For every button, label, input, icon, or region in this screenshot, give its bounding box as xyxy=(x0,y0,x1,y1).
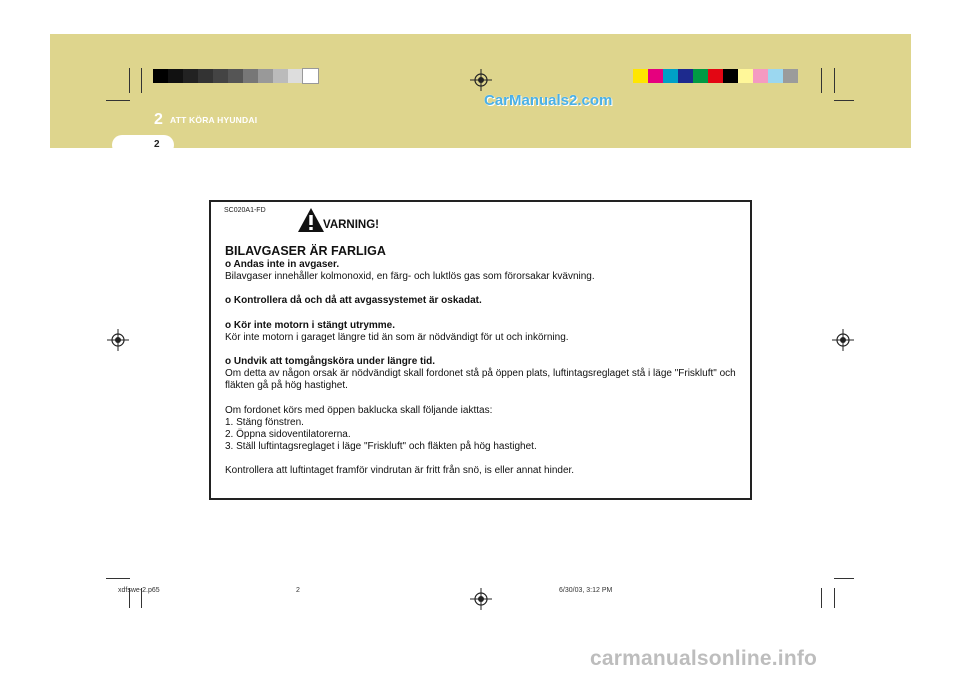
chapter-number: 2 xyxy=(154,111,163,128)
item-text: Bilavgaser innehåller kolmonoxid, en färg- och luktlös gas som förorsakar kvävning. xyxy=(225,271,595,283)
footer-file-name: xdfswe-2.p65 xyxy=(118,587,160,594)
color-swatch xyxy=(303,69,318,83)
step-item: 3. Ställ luftintagsreglaget i läge "Friskluft" och fläkten på hög hastighet. xyxy=(225,441,537,453)
color-swatch xyxy=(693,69,708,83)
color-swatch xyxy=(243,69,258,83)
color-swatch xyxy=(768,69,783,83)
color-swatch xyxy=(648,69,663,83)
page-tab-number: 2 xyxy=(154,139,160,150)
color-calibration-strip xyxy=(633,69,798,83)
crop-mark xyxy=(834,100,854,101)
step-item: 2. Öppna sidoventilatorerna. xyxy=(225,429,351,441)
step-item: 1. Stäng fönstren. xyxy=(225,416,304,428)
registration-mark-icon xyxy=(470,588,492,610)
item-text: Om detta av någon orsak är nödvändigt skall fordonet stå på öppen plats, luftintagsreglaget stå i läge "Friskluft" och fläkten gå på hög hastighet. xyxy=(225,368,736,392)
color-swatch xyxy=(183,69,198,83)
crop-mark xyxy=(834,68,835,93)
crop-mark xyxy=(106,100,130,101)
color-swatch xyxy=(753,69,768,83)
grey-calibration-strip xyxy=(153,69,318,83)
item-heading: o Kör inte motorn i stängt utrymme. xyxy=(225,319,396,331)
crop-mark xyxy=(821,68,822,93)
registration-mark-icon xyxy=(107,329,129,351)
crop-mark xyxy=(821,588,822,608)
color-swatch xyxy=(228,69,243,83)
color-swatch xyxy=(288,69,303,83)
warning-content xyxy=(225,244,740,478)
section-code: SC020A1-FD xyxy=(224,207,266,214)
color-swatch xyxy=(678,69,693,83)
header-band xyxy=(50,34,911,148)
color-swatch xyxy=(168,69,183,83)
crop-mark xyxy=(834,578,854,579)
color-swatch xyxy=(663,69,678,83)
warning-triangle-icon xyxy=(297,207,325,233)
color-swatch xyxy=(783,69,798,83)
footer-page-number: 2 xyxy=(296,587,300,594)
color-swatch xyxy=(258,69,273,83)
item-text: Kör inte motorn i garaget längre tid än som är nödvändigt för ut och inkörning. xyxy=(225,331,569,343)
footer-date: 6/30/03, 3:12 PM xyxy=(559,587,613,594)
color-swatch xyxy=(723,69,738,83)
item-heading: o Kontrollera då och då att avgassystemet är oskadat. xyxy=(225,295,482,307)
registration-mark-icon xyxy=(832,329,854,351)
crop-mark xyxy=(106,578,130,579)
item-heading: o Andas inte in avgaser. xyxy=(225,259,340,270)
watermark-bottom[interactable]: carmanualsonline.info xyxy=(590,647,818,670)
crop-mark xyxy=(129,68,130,93)
warning-title: VARNING! xyxy=(323,219,380,231)
item-heading: o Undvik att tomgångsköra under längre tid. xyxy=(225,356,436,368)
page-tab xyxy=(112,135,174,155)
watermark-top[interactable]: CarManuals2.com xyxy=(484,92,613,109)
color-swatch xyxy=(273,69,288,83)
warning-heading: BILAVGASER ÄR FARLIGA xyxy=(225,244,386,258)
color-swatch xyxy=(738,69,753,83)
color-swatch xyxy=(708,69,723,83)
color-swatch xyxy=(198,69,213,83)
crop-mark xyxy=(141,68,142,93)
color-swatch xyxy=(633,69,648,83)
chapter-title: ATT KÖRA HYUNDAI xyxy=(170,115,258,125)
color-swatch xyxy=(153,69,168,83)
closing-text: Kontrollera att luftintaget framför vindrutan är fritt från snö, is eller annat hinder. xyxy=(225,465,575,477)
color-swatch xyxy=(213,69,228,83)
crop-mark xyxy=(834,588,835,608)
registration-mark-icon xyxy=(470,69,492,91)
intro-text: Om fordonet körs med öppen baklucka skall följande iakttas: xyxy=(225,404,493,416)
